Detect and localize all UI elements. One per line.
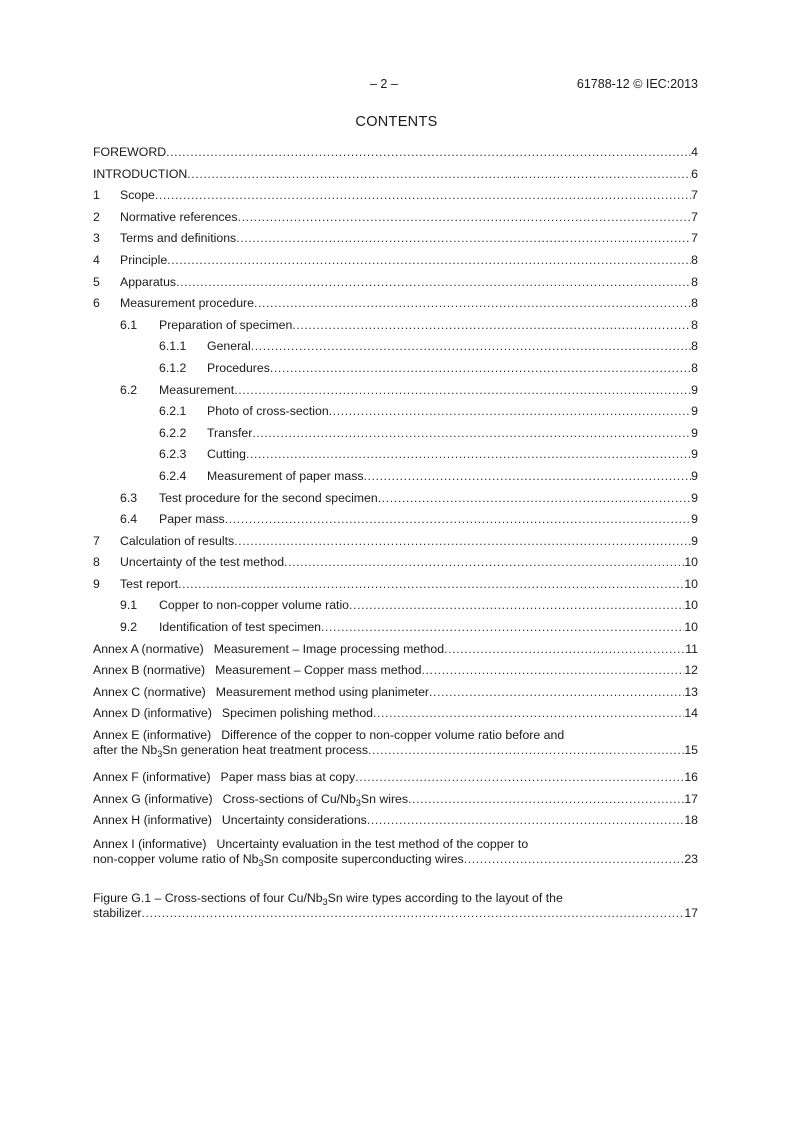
section-title: Apparatus	[120, 274, 177, 289]
leader-dots	[234, 534, 691, 548]
leader-dots	[252, 426, 691, 440]
section-number: 9.2	[120, 620, 138, 635]
toc-entry[interactable]	[93, 469, 698, 491]
toc-entry[interactable]	[93, 577, 698, 599]
leader-dots	[284, 555, 684, 569]
leader-dots	[142, 906, 685, 920]
leader-dots	[408, 792, 684, 806]
annex-title: Uncertainty considerations	[221, 813, 367, 828]
page-ref: 9	[691, 512, 698, 527]
leader-dots	[464, 852, 685, 866]
leader-dots	[176, 275, 691, 289]
page-ref: 11	[685, 641, 698, 656]
section-title: Copper to non-copper volume ratio	[159, 598, 350, 613]
annex-label: Annex G (informative)	[93, 791, 213, 806]
page-ref: 6	[691, 166, 698, 181]
section-title: Paper mass	[159, 512, 225, 527]
toc-entry[interactable]	[93, 188, 698, 210]
annex-title: Cross-sections of $Cu/Nb_3Sn$ wires	[222, 791, 409, 808]
page-ref: 9	[691, 468, 698, 483]
section-number: 6.2.1	[159, 404, 187, 419]
leader-dots	[166, 145, 691, 159]
document-reference: 61788-12 © IEC:2013	[576, 77, 698, 91]
section-title: Identification of test specimen	[159, 620, 321, 635]
toc-entry-annex[interactable]	[93, 663, 698, 685]
page-ref: 9	[691, 533, 698, 548]
section-title: Procedures	[207, 360, 270, 375]
section-number: 6.2.4	[159, 468, 187, 483]
annex-title: Specimen polishing method	[221, 706, 373, 721]
toc-entry[interactable]	[93, 361, 698, 383]
section-number: 3	[93, 231, 100, 246]
toc-entry-annex-i[interactable]	[93, 837, 698, 879]
page-ref: 17	[684, 791, 698, 806]
section-title: Transfer	[207, 425, 253, 440]
page-ref: 8	[691, 339, 698, 354]
section-number: 6.2.2	[159, 425, 187, 440]
leader-dots	[422, 663, 685, 677]
toc-entry[interactable]	[93, 275, 698, 297]
leader-dots	[270, 361, 691, 375]
annex-label: Annex C (normative)	[93, 684, 206, 699]
toc-entry[interactable]	[93, 404, 698, 426]
leader-dots	[236, 231, 691, 245]
section-title: Uncertainty of the test method	[120, 555, 285, 570]
annex-label: Annex H (informative)	[93, 813, 212, 828]
page-ref: 9	[691, 425, 698, 440]
page-ref: 14	[684, 706, 698, 721]
annex-title: Paper mass bias at copy	[220, 770, 356, 785]
page-ref: 9	[691, 382, 698, 397]
leader-dots	[355, 770, 684, 784]
toc-entry-annex[interactable]	[93, 706, 698, 728]
section-title: INTRODUCTION	[93, 166, 188, 181]
leader-dots	[378, 491, 691, 505]
leader-dots	[364, 469, 692, 483]
section-title: General	[207, 339, 251, 354]
leader-dots	[178, 577, 684, 591]
leader-dots	[238, 210, 692, 224]
page-ref: 16	[684, 770, 698, 785]
toc-entry[interactable]	[93, 253, 698, 275]
page-ref: 15	[684, 743, 698, 758]
toc-entry-annex-h[interactable]	[93, 813, 698, 835]
section-number: 4	[93, 252, 100, 267]
toc-entry[interactable]	[93, 534, 698, 556]
section-title: Measurement procedure	[120, 296, 254, 311]
leader-dots	[251, 339, 691, 353]
page-ref: 10	[684, 620, 698, 635]
leader-dots	[167, 253, 691, 267]
leader-dots	[368, 743, 684, 757]
section-number: 6	[93, 296, 100, 311]
toc-entry[interactable]	[93, 426, 698, 448]
toc-entry-figure-g1[interactable]	[93, 891, 698, 933]
section-number: 5	[93, 274, 100, 289]
toc-annexes	[93, 642, 698, 728]
page-ref: 8	[691, 274, 698, 289]
annex-title-line2: non-copper volume ratio of $Nb_3Sn$ composite superconducting wires	[93, 851, 464, 868]
section-number: 9	[93, 576, 100, 591]
annex-label: Annex D (informative)	[93, 706, 212, 721]
annex-title-line1: Uncertainty evaluation in the test method of the copper to	[216, 836, 529, 851]
page-ref: 18	[684, 813, 698, 828]
leader-dots	[155, 188, 691, 202]
section-number: 6.3	[120, 490, 138, 505]
toc-entry[interactable]	[93, 383, 698, 405]
toc-entry[interactable]	[93, 620, 698, 642]
leader-dots	[429, 685, 684, 699]
toc-entry-annex-f[interactable]	[93, 770, 698, 792]
page-ref: 10	[684, 576, 698, 591]
leader-dots	[234, 383, 691, 397]
annex-label: Annex E (informative)	[93, 728, 212, 743]
section-number: 6.1.2	[159, 360, 187, 375]
section-number: 7	[93, 533, 100, 548]
page-ref: 23	[684, 851, 698, 866]
leader-dots	[292, 318, 691, 332]
section-title: Scope	[120, 188, 155, 203]
page-ref: 7	[691, 188, 698, 203]
annex-label: Annex I (informative)	[93, 836, 207, 851]
page-ref: 17	[684, 905, 698, 920]
page-ref: 4	[691, 145, 698, 159]
section-number: 6.1	[120, 317, 138, 332]
section-number: 6.2.3	[159, 447, 187, 462]
annex-title: Measurement – Copper mass method	[215, 663, 422, 678]
leader-dots	[321, 620, 684, 634]
section-title: Cutting	[207, 447, 246, 462]
page-ref: 9	[691, 447, 698, 462]
section-title: Photo of cross-section	[207, 404, 329, 419]
contents-title: CONTENTS	[355, 114, 438, 130]
page-ref: 10	[684, 598, 698, 613]
toc-entry[interactable]	[93, 447, 698, 469]
toc-entry[interactable]	[93, 231, 698, 253]
toc-entry-annex[interactable]	[93, 685, 698, 707]
page-ref: 9	[691, 404, 698, 419]
toc-entry[interactable]	[93, 145, 698, 167]
toc-entry[interactable]	[93, 512, 698, 534]
page-ref: 8	[691, 296, 698, 311]
toc-entry[interactable]	[93, 318, 698, 340]
page-ref: 13	[684, 684, 698, 699]
leader-dots	[254, 296, 691, 310]
toc-entry-annex-e[interactable]	[93, 728, 698, 770]
section-title: Measurement of paper mass	[207, 468, 364, 483]
annex-title: Measurement method using planimeter	[215, 684, 430, 699]
page-number: – 2 –	[370, 77, 398, 91]
toc-entry-annex[interactable]	[93, 642, 698, 664]
annex-label: Annex B (normative)	[93, 663, 206, 678]
section-number: 8	[93, 555, 100, 570]
leader-dots	[329, 404, 691, 418]
section-title: FOREWORD	[93, 145, 167, 159]
section-title: Test procedure for the second specimen	[159, 490, 378, 505]
toc-entry[interactable]	[93, 598, 698, 620]
section-number: 6.2	[120, 382, 138, 397]
section-title: Terms and definitions	[120, 231, 237, 246]
section-title: Calculation of results	[120, 533, 235, 548]
page-ref: 9	[691, 490, 698, 505]
figure-caption-line2: stabilizer	[93, 905, 142, 920]
toc-sections	[93, 145, 698, 642]
toc-entry-annex-g[interactable]	[93, 792, 698, 814]
section-number: 9.1	[120, 598, 138, 613]
section-number: 6.4	[120, 512, 138, 527]
annex-label: Annex A (normative)	[93, 641, 204, 656]
section-number: 6.1.1	[159, 339, 187, 354]
section-number: 1	[93, 188, 100, 203]
annex-title-line2: after the $Nb_3Sn$ generation heat treatment process	[93, 743, 369, 760]
leader-dots	[373, 706, 684, 720]
toc-entry[interactable]	[93, 296, 698, 318]
figure-caption-line1: Figure G.1 – Cross-sections of four $Cu/Nb_3Sn$ wire types according to the layout of the	[93, 890, 563, 907]
leader-dots	[187, 167, 691, 181]
section-title: Normative references	[120, 209, 238, 224]
annex-title: Measurement – Image processing method	[213, 641, 445, 656]
page-header	[0, 77, 793, 93]
section-title: Measurement	[159, 382, 235, 397]
page-ref: 8	[691, 317, 698, 332]
page-ref: 7	[691, 231, 698, 246]
section-title: Test report	[120, 576, 179, 591]
toc-entry[interactable]	[93, 491, 698, 513]
page-ref: 8	[691, 360, 698, 375]
leader-dots	[246, 447, 691, 461]
annex-label: Annex F (informative)	[93, 770, 211, 785]
leader-dots	[367, 813, 684, 827]
leader-dots	[225, 512, 692, 526]
leader-dots	[444, 642, 685, 656]
page-ref: 12	[684, 663, 698, 678]
annex-title-line1: Difference of the copper to non-copper volume ratio before and	[221, 728, 565, 743]
section-title: Preparation of specimen	[159, 317, 293, 332]
page-ref: 7	[691, 209, 698, 224]
leader-dots	[349, 598, 684, 612]
toc-entry[interactable]	[93, 210, 698, 232]
page-ref: 10	[684, 555, 698, 570]
table-of-contents	[93, 145, 698, 933]
toc-entry[interactable]	[93, 167, 698, 189]
section-title: Principle	[120, 252, 168, 267]
toc-entry[interactable]	[93, 339, 698, 361]
page-ref: 8	[691, 252, 698, 267]
section-number: 2	[93, 209, 100, 224]
toc-entry[interactable]	[93, 555, 698, 577]
